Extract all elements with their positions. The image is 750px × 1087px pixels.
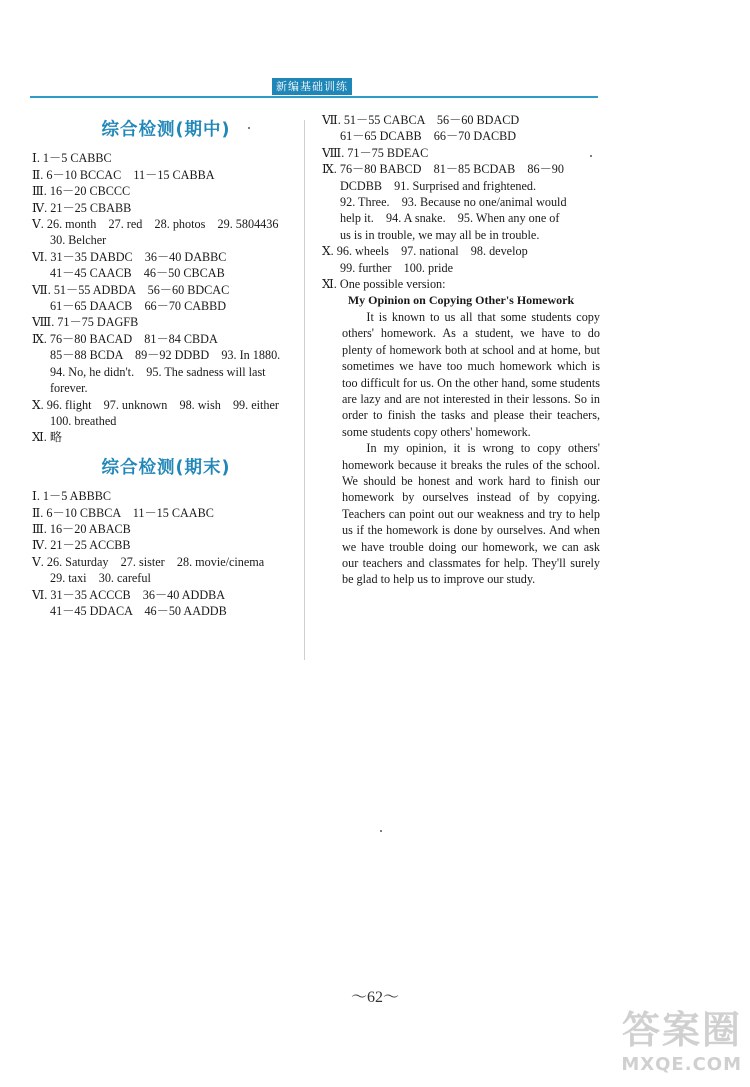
answer-item (32, 314, 300, 330)
answer-line: Ⅱ. 6－10 BCCAC 11－15 CABBA (32, 167, 215, 182)
answer-line: 29. taxi 30. careful (50, 571, 151, 586)
essay-paragraph: It is known to us all that some students copy others' homework. As a student, we have to do plenty of homework both at school and at home, but sometimes we have too much homework which is too difficult for us. On the other hand, some students are lazy and are not interested in their lessons. So in order to finish the tasks and please their teachers, some students copy others' homework. (342, 309, 600, 439)
answer-item (32, 183, 300, 199)
header-badge: 新编基础训练 (272, 78, 352, 95)
scan-speck (248, 127, 250, 129)
answer-item (32, 282, 300, 315)
answer-line: 30. Belcher (50, 233, 107, 248)
answer-item (32, 216, 300, 249)
answer-item (32, 200, 300, 216)
answer-item (32, 505, 300, 521)
answer-line: Ⅷ. 71－75 DAGFB (32, 315, 139, 330)
answer-line: Ⅹ. 96. wheels 97. national 98. develop (322, 244, 528, 259)
answer-item (32, 429, 300, 445)
answer-line: Ⅲ. 16－20 ABACB (32, 521, 131, 536)
answer-line: 94. No, he didn't. 95. The sadness will last (50, 364, 266, 379)
answer-item (322, 276, 600, 292)
watermark-logo: 答案圈 (621, 1008, 742, 1052)
header-rule (30, 96, 598, 98)
answer-line: 92. Three. 93. Because no one/animal would (340, 195, 567, 210)
answer-line: Ⅵ. 31－35 DABDC 36－40 DABBC (32, 249, 227, 264)
column-divider (304, 120, 305, 660)
answer-line: Ⅱ. 6－10 CBBCA 11－15 CAABC (32, 505, 214, 520)
answer-line: Ⅹ. 96. flight 97. unknown 98. wish 99. either (32, 397, 279, 412)
answer-item (32, 521, 300, 537)
answer-item (32, 397, 300, 430)
answer-line: 41－45 CAACB 46－50 CBCAB (50, 266, 225, 281)
answer-item (32, 249, 300, 282)
answer-line: Ⅰ. 1－5 ABBBC (32, 489, 111, 504)
answer-item (32, 554, 300, 587)
answer-line: Ⅸ. 76－80 BACAD 81－84 CBDA (32, 331, 218, 346)
page-number: ～62～ (350, 989, 399, 1006)
answer-item (32, 331, 300, 397)
answer-item (32, 537, 300, 553)
midterm-answers (32, 150, 300, 445)
scan-speck (590, 155, 592, 157)
answer-line: Ⅶ. 51－55 CABCA 56－60 BDACD (322, 113, 520, 127)
answer-line: Ⅲ. 16－20 CBCCC (32, 184, 131, 199)
essay-paragraph: In my opinion, it is wrong to copy others' homework because it breaks the rules of the school. We should be honest and work hard to finish our homework by ourselves instead of by copying. Teachers can point out our weakness and try to help us if the homework is done by ourselves. And when we have trouble doing our homework, we can ask our teachers and classmates for help. They'll surely be glad to help us to improve our study. (342, 441, 600, 587)
answer-line: Ⅸ. 76－80 BABCD 81－85 BCDAB 86－90 (322, 162, 564, 177)
answer-line: 85－88 BCDA 89－92 DDBD 93. In 1880. (50, 348, 281, 363)
answer-line: DCDBB 91. Surprised and frightened. (340, 178, 536, 193)
answer-item (32, 488, 300, 504)
answer-line: Ⅵ. 31－35 ACCCB 36－40 ADDBA (32, 587, 226, 602)
answer-item (32, 150, 300, 166)
watermark-site: MXQE.COM (621, 1054, 742, 1075)
answer-line: help it. 94. A snake. 95. When any one of (340, 211, 560, 226)
answer-item (32, 167, 300, 183)
answer-line: Ⅴ. 26. month 27. red 28. photos 29. 5804436 (32, 217, 279, 232)
answer-line: Ⅶ. 51－55 ADBDA 56－60 BDCAC (32, 282, 230, 297)
answer-item (322, 145, 600, 161)
answer-line: forever. (50, 381, 88, 396)
answer-line: Ⅷ. 71－75 BDEAC (322, 145, 429, 160)
answer-item (322, 112, 600, 145)
answer-line: 41－45 DDACA 46－50 AADDB (50, 603, 227, 618)
watermark (552, 999, 742, 1079)
left-column (32, 120, 300, 619)
answer-line: Ⅳ. 21－25 CBABB (32, 200, 132, 215)
scan-speck (380, 830, 382, 832)
final-title: 综合检测(期末) (101, 457, 231, 478)
answer-line: 99. further 100. pride (340, 260, 454, 275)
answer-line: 100. breathed (50, 413, 117, 428)
midterm-title: 综合检测(期中) (101, 120, 231, 140)
answer-item (32, 587, 300, 620)
answer-line: Ⅳ. 21－25 ACCBB (32, 538, 131, 553)
answer-line: 61－65 DCABB 66－70 DACBD (340, 129, 517, 144)
final-answers (32, 488, 300, 619)
answer-line: 61－65 DAACB 66－70 CABBD (50, 299, 227, 314)
answer-item (322, 161, 600, 243)
answer-line: us is in trouble, we may all be in trouble. (340, 227, 540, 242)
answer-line: Ⅰ. 1－5 CABBC (32, 151, 112, 166)
essay-title: My Opinion on Copying Other's Homework (347, 293, 575, 308)
right-column (322, 112, 600, 588)
answer-line: Ⅺ. One possible version: (322, 277, 446, 292)
answer-line: Ⅺ. 略 (32, 430, 63, 445)
answer-item (322, 243, 600, 276)
answer-line: Ⅴ. 26. Saturday 27. sister 28. movie/cinema (32, 554, 265, 569)
